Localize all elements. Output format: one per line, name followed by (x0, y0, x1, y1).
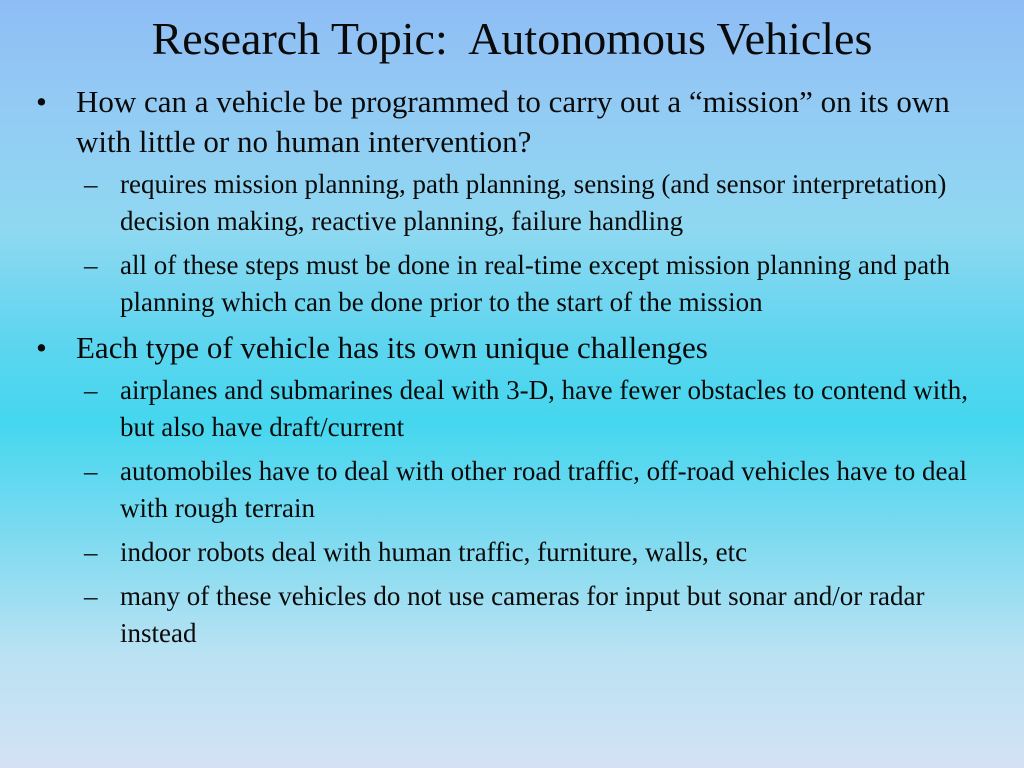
sub-bullet-list (36, 166, 996, 321)
sub-bullet-text: requires mission planning, path planning, sensing (and sensor interpretation) decision making, reactive planning, failure handling (120, 169, 947, 236)
sub-bullet-text: airplanes and submarines deal with 3-D, have fewer obstacles to contend with, but also have draft/current (120, 375, 968, 442)
sub-bullet-marker: – (84, 537, 98, 567)
sub-bullet-item (36, 372, 996, 446)
bullet-text: How can a vehicle be programmed to carry out a “mission” on its own with little or no human intervention? (76, 84, 950, 159)
sub-bullet-item (36, 166, 996, 240)
bullet-marker: • (36, 84, 47, 119)
sub-bullet-marker: – (84, 456, 98, 486)
sub-bullet-marker: – (84, 581, 98, 611)
sub-bullet-item (36, 453, 996, 527)
sub-bullet-text: all of these steps must be done in real-time except mission planning and path planning which can be done prior to the start of the mission (120, 250, 951, 317)
bullet-item (36, 328, 996, 368)
bullet-item (36, 82, 996, 162)
sub-bullet-text: indoor robots deal with human traffic, furniture, walls, etc (120, 537, 748, 567)
sub-bullet-marker: – (84, 250, 98, 280)
sub-bullet-text: automobiles have to deal with other road traffic, off-road vehicles have to deal with rough terrain (120, 456, 967, 523)
sub-bullet-list (36, 372, 996, 652)
slide-body (36, 82, 996, 659)
slide-title: Research Topic: Autonomous Vehicles (151, 13, 873, 64)
sub-bullet-item (36, 534, 996, 571)
sub-bullet-marker: – (84, 169, 98, 199)
bullet-marker: • (36, 330, 47, 365)
sub-bullet-marker: – (84, 375, 98, 405)
sub-bullet-text: many of these vehicles do not use cameras for input but sonar and/or radar instead (120, 581, 925, 648)
sub-bullet-item (36, 578, 996, 652)
bullet-text: Each type of vehicle has its own unique challenges (76, 330, 708, 365)
sub-bullet-item (36, 247, 996, 321)
